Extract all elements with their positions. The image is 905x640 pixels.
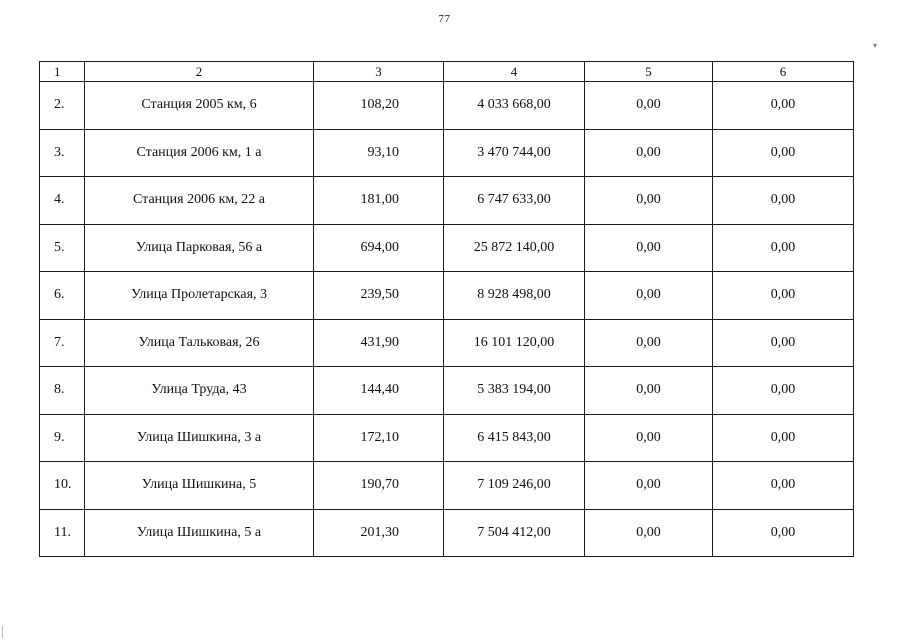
col5-value-cell: 0,00 xyxy=(585,367,713,415)
table-row xyxy=(40,319,854,367)
header-cell-6: 6 xyxy=(713,62,854,82)
cost-cell: 16 101 120,00 xyxy=(444,319,585,367)
table-row xyxy=(40,462,854,510)
table-header-row xyxy=(40,62,854,82)
table-row xyxy=(40,272,854,320)
header-cell-3: 3 xyxy=(314,62,444,82)
cost-cell: 3 470 744,00 xyxy=(444,129,585,177)
address-cell: Станция 2005 км, 6 xyxy=(85,82,314,130)
col5-value-cell: 0,00 xyxy=(585,272,713,320)
header-cell-4: 4 xyxy=(444,62,585,82)
col5-value-cell: 0,00 xyxy=(585,224,713,272)
address-cell: Станция 2006 км, 22 а xyxy=(85,177,314,225)
data-table xyxy=(39,61,854,557)
cost-cell: 4 033 668,00 xyxy=(444,82,585,130)
col5-value-cell: 0,00 xyxy=(585,509,713,557)
row-number-cell: 5. xyxy=(40,224,85,272)
address-cell: Улица Шишкина, 3 а xyxy=(85,414,314,462)
table-body xyxy=(40,62,854,557)
col6-value-cell: 0,00 xyxy=(713,319,854,367)
col6-value-cell: 0,00 xyxy=(713,129,854,177)
col6-value-cell: 0,00 xyxy=(713,367,854,415)
area-cell: 201,30 xyxy=(314,509,444,557)
table-row xyxy=(40,177,854,225)
row-number-cell: 11. xyxy=(40,509,85,557)
area-cell: 108,20 xyxy=(314,82,444,130)
col6-value-cell: 0,00 xyxy=(713,224,854,272)
address-cell: Улица Труда, 43 xyxy=(85,367,314,415)
page-number: 77 xyxy=(438,13,451,25)
col5-value-cell: 0,00 xyxy=(585,82,713,130)
row-number-cell: 9. xyxy=(40,414,85,462)
row-number-cell: 7. xyxy=(40,319,85,367)
address-cell: Улица Пролетарская, 3 xyxy=(85,272,314,320)
col6-value-cell: 0,00 xyxy=(713,177,854,225)
row-number-cell: 4. xyxy=(40,177,85,225)
cost-cell: 25 872 140,00 xyxy=(444,224,585,272)
cost-cell: 6 415 843,00 xyxy=(444,414,585,462)
address-cell: Улица Парковая, 56 а xyxy=(85,224,314,272)
table-row xyxy=(40,224,854,272)
table-row xyxy=(40,367,854,415)
table-row xyxy=(40,414,854,462)
col6-value-cell: 0,00 xyxy=(713,414,854,462)
cost-cell: 7 504 412,00 xyxy=(444,509,585,557)
col5-value-cell: 0,00 xyxy=(585,177,713,225)
col6-value-cell: 0,00 xyxy=(713,509,854,557)
row-number-cell: 3. xyxy=(40,129,85,177)
table-row xyxy=(40,82,854,130)
cost-cell: 5 383 194,00 xyxy=(444,367,585,415)
table-row xyxy=(40,509,854,557)
header-cell-5: 5 xyxy=(585,62,713,82)
header-cell-1: 1 xyxy=(40,62,85,82)
row-number-cell: 2. xyxy=(40,82,85,130)
address-cell: Улица Тальковая, 26 xyxy=(85,319,314,367)
area-cell: 431,90 xyxy=(314,319,444,367)
corner-mark-icon: ▾ xyxy=(873,41,878,50)
table-row xyxy=(40,129,854,177)
cost-cell: 7 109 246,00 xyxy=(444,462,585,510)
scan-edge-mark xyxy=(2,626,3,638)
cost-cell: 8 928 498,00 xyxy=(444,272,585,320)
header-cell-2: 2 xyxy=(85,62,314,82)
area-cell: 190,70 xyxy=(314,462,444,510)
col6-value-cell: 0,00 xyxy=(713,82,854,130)
col5-value-cell: 0,00 xyxy=(585,319,713,367)
area-cell: 239,50 xyxy=(314,272,444,320)
col6-value-cell: 0,00 xyxy=(713,272,854,320)
area-cell: 694,00 xyxy=(314,224,444,272)
area-cell: 93,10 xyxy=(314,129,444,177)
row-number-cell: 6. xyxy=(40,272,85,320)
address-cell: Станция 2006 км, 1 а xyxy=(85,129,314,177)
col5-value-cell: 0,00 xyxy=(585,129,713,177)
area-cell: 144,40 xyxy=(314,367,444,415)
area-cell: 172,10 xyxy=(314,414,444,462)
cost-cell: 6 747 633,00 xyxy=(444,177,585,225)
address-cell: Улица Шишкина, 5 xyxy=(85,462,314,510)
row-number-cell: 8. xyxy=(40,367,85,415)
area-cell: 181,00 xyxy=(314,177,444,225)
address-cell: Улица Шишкина, 5 а xyxy=(85,509,314,557)
col5-value-cell: 0,00 xyxy=(585,462,713,510)
col5-value-cell: 0,00 xyxy=(585,414,713,462)
row-number-cell: 10. xyxy=(40,462,85,510)
col6-value-cell: 0,00 xyxy=(713,462,854,510)
